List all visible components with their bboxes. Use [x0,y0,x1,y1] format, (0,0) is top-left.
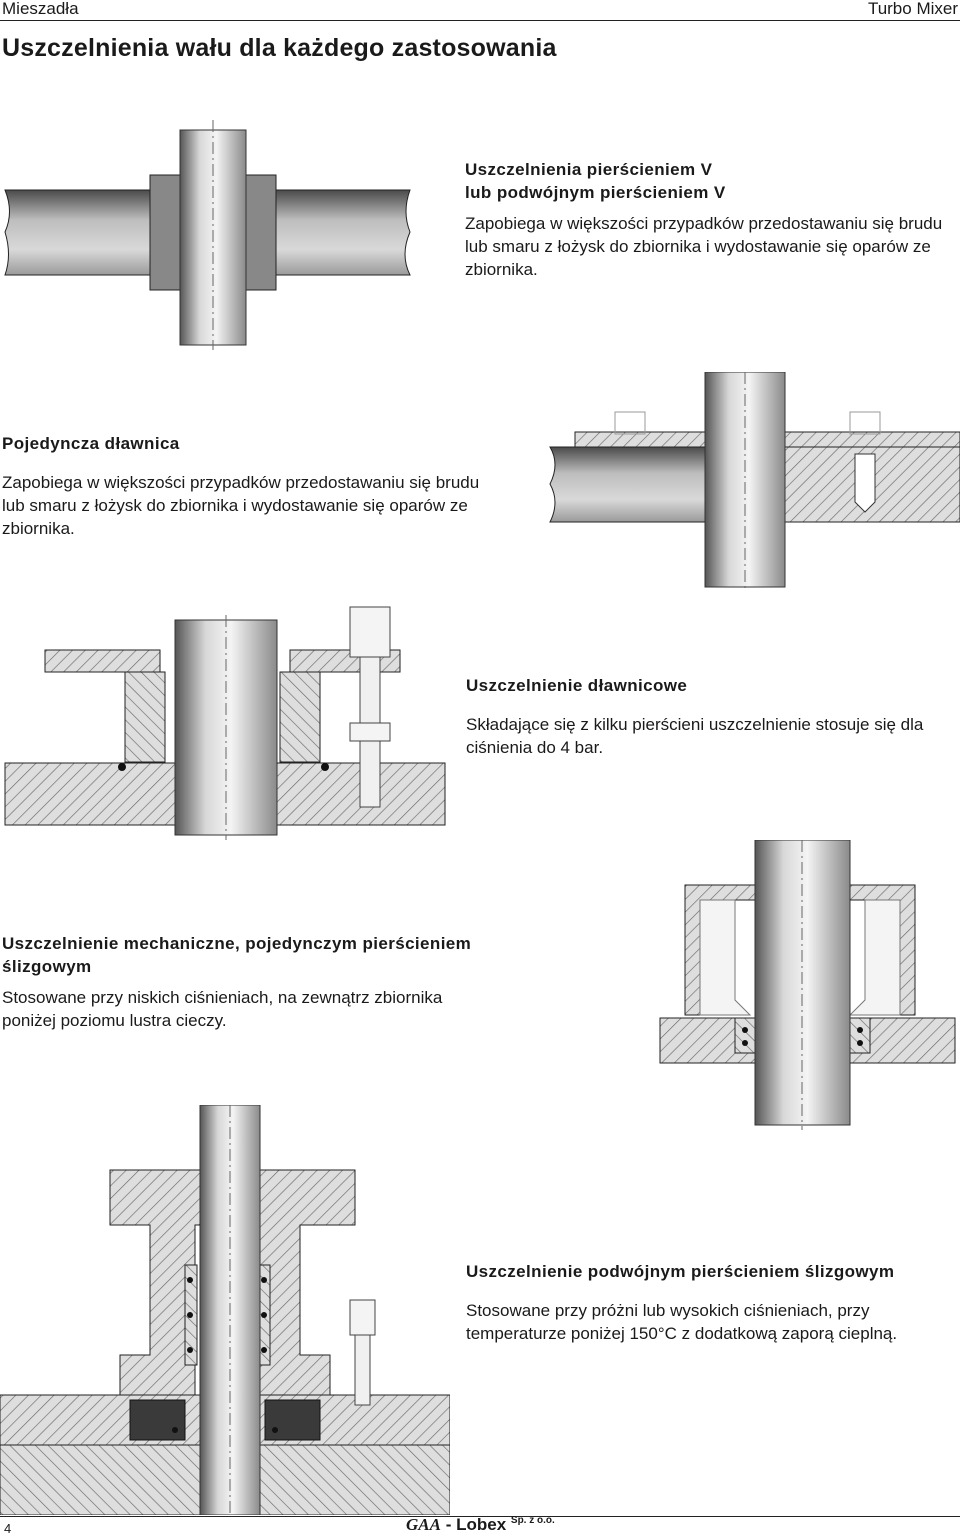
mechanical-double-seal-diagram [0,1105,450,1515]
page-title: Uszczelnienia wału dla każdego zastosowania [2,34,557,62]
header-right: Turbo Mixer [867,0,958,18]
brand-dash: - [445,1515,452,1534]
packing-gland-diagram [0,595,450,840]
section-mechanical-double [466,1260,951,1345]
v-ring-seal-diagram [0,120,440,350]
section-single-gland-description: Zapobiega w większości przypadków przedostawaniu się brudu lub smaru z łożysk do zbiornika i wydostawanie się oparów ze zbiornika. [2,473,480,538]
mechanical-single-seal-diagram [655,840,960,1130]
page-header [0,0,960,21]
brand-logo [406,1515,555,1535]
header-left: Mieszadła [2,0,79,18]
brand-suffix: Sp. z o.o. [510,1515,555,1526]
section-packing-gland-description: Składające się z kilku pierścieni uszczelnienie stosuje się dla ciśnienia do 4 bar. [466,715,924,757]
page-number: 4 [4,1521,12,1536]
section-single-gland-title: Pojedyncza dławnica [2,434,180,453]
section-packing-gland [466,674,946,759]
section-mechanical-double-title: Uszczelnienie podwójnym pierścieniem ślizgowym [466,1262,895,1281]
section-mechanical-double-description: Stosowane przy próżni lub wysokich ciśnieniach, przy temperaturze poniżej 150°C z dodatkową zaporą cieplną. [466,1301,898,1343]
section-v-ring-description: Zapobiega w większości przypadków przedostawaniu się brudu lub smaru z łożysk do zbiornika i wydostawanie się oparów ze zbiornika. [465,214,943,279]
section-single-gland [2,432,482,540]
brand-name: Lobex [456,1515,507,1534]
section-mechanical-single-title: Uszczelnienie mechaniczne, pojedynczym pierścieniem ślizgowym [2,934,472,976]
single-gland-diagram [545,372,960,592]
brand-logo-mark: GAA [406,1515,441,1534]
section-v-ring-title: Uszczelnienia pierścieniem V lub podwójnym pierścieniem V [465,160,726,202]
section-mechanical-single-description: Stosowane przy niskich ciśnieniach, na zewnątrz zbiornika poniżej poziomu lustra cieczy. [2,988,443,1030]
section-packing-gland-title: Uszczelnienie dławnicowe [466,676,688,695]
section-v-ring [465,158,945,281]
section-mechanical-single [2,932,492,1032]
